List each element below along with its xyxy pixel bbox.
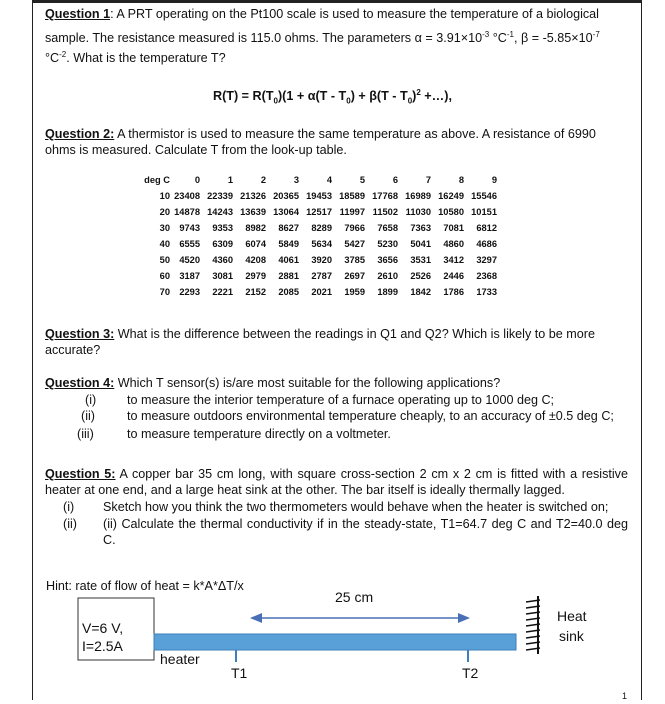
table-cell: 2293 bbox=[179, 287, 200, 297]
heater-label: heater bbox=[160, 651, 200, 667]
q1-beta-unit: °C bbox=[45, 51, 60, 65]
table-cell: 3081 bbox=[212, 271, 233, 281]
q4-item-3-num: (iii) bbox=[77, 427, 94, 441]
question-1 bbox=[45, 6, 628, 66]
table-row-label: 60 bbox=[159, 271, 170, 281]
table-cell: 2446 bbox=[443, 271, 464, 281]
table-cell: 1842 bbox=[410, 287, 431, 297]
table-cell: 3656 bbox=[377, 255, 398, 265]
table-cell: 3412 bbox=[443, 255, 464, 265]
table-row bbox=[138, 252, 497, 268]
question-5 bbox=[45, 466, 628, 548]
q5-item-2 bbox=[63, 516, 628, 548]
heat-sink-label-2: sink bbox=[559, 628, 584, 644]
q3-title: Question 3: bbox=[45, 327, 115, 341]
table-cell: 1786 bbox=[443, 287, 464, 297]
table-row bbox=[138, 220, 497, 236]
q5-text: A copper bar 35 cm long, with square cross-section 2 cm x 2 cm is fitted with a resistive heater at one end, and a large heat sink at the other. The bar itself is ideally thermally lagged. bbox=[45, 467, 628, 497]
current-label: I=2.5A bbox=[82, 638, 123, 654]
table-cell: 2787 bbox=[311, 271, 332, 281]
formula-part-d: ) bbox=[412, 89, 417, 103]
table-cell: 12517 bbox=[306, 207, 332, 217]
table-cell: 6074 bbox=[245, 239, 266, 249]
q1-beta-exponent: -7 bbox=[592, 29, 600, 39]
table-cell: 17768 bbox=[372, 191, 398, 201]
formula-exponent: 2 bbox=[416, 87, 421, 97]
table-cell: 7966 bbox=[344, 223, 365, 233]
q4-heading bbox=[45, 375, 628, 391]
copper-bar bbox=[154, 634, 516, 650]
question-3 bbox=[45, 326, 628, 358]
table-cell: 11030 bbox=[405, 207, 431, 217]
table-row-label: 20 bbox=[159, 207, 170, 217]
table-cell: 10151 bbox=[471, 207, 497, 217]
table-cell: 16249 bbox=[438, 191, 464, 201]
q5-item-2-text: (ii) Calculate the thermal conductivity if in the steady-state, T1=64.7 deg C and T2=40.0 deg C. bbox=[103, 517, 628, 547]
table-cell: 5849 bbox=[278, 239, 299, 249]
q4-item-3 bbox=[77, 426, 628, 442]
q1-beta-unit-exponent: -2 bbox=[59, 49, 67, 59]
q4-item-2-text: to measure outdoors environmental temperature cheaply, to an accuracy of ±0.5 deg C; bbox=[127, 409, 614, 423]
table-cell: 11997 bbox=[339, 207, 365, 217]
q4-item-1 bbox=[85, 392, 628, 408]
table-cell: 1959 bbox=[344, 287, 365, 297]
table-cell: 2221 bbox=[212, 287, 233, 297]
table-cell: 2526 bbox=[410, 271, 431, 281]
q4-item-2-num: (ii) bbox=[81, 409, 95, 423]
table-row-label: deg C bbox=[144, 175, 170, 185]
table-row-label: 50 bbox=[159, 255, 170, 265]
q5-title: Question 5: bbox=[45, 467, 116, 481]
formula-sub-2: 0 bbox=[346, 96, 351, 106]
formula-part-b: )(1 + α(T - T bbox=[277, 89, 347, 103]
table-cell: 7 bbox=[425, 175, 431, 185]
q1-formula bbox=[213, 88, 452, 104]
q4-title: Question 4: bbox=[45, 376, 115, 390]
table-cell: 2881 bbox=[278, 271, 299, 281]
table-cell: 20365 bbox=[273, 191, 299, 201]
table-row-label: 10 bbox=[159, 191, 170, 201]
table-cell: 9353 bbox=[212, 223, 233, 233]
table-cell: 2368 bbox=[476, 271, 497, 281]
q2-title: Question 2: bbox=[45, 127, 115, 141]
q1-line2-text: sample. The resistance measured is 115.0 ohms. The parameters α = 3.91×10 bbox=[45, 31, 483, 45]
q5-intro bbox=[45, 466, 628, 498]
formula-sub-3: 0 bbox=[407, 96, 413, 106]
table-cell: 4061 bbox=[278, 255, 299, 265]
table-cell: 2152 bbox=[245, 287, 266, 297]
q5-item-1-text: Sketch how you think the two thermometers would behave when the heater is switched on; bbox=[103, 500, 609, 514]
length-arrow-right-head bbox=[458, 613, 470, 623]
table-cell: 2085 bbox=[278, 287, 299, 297]
table-cell: 3297 bbox=[476, 255, 497, 265]
table-cell: 3531 bbox=[410, 255, 431, 265]
q1-line-3 bbox=[45, 50, 628, 66]
q5-hint: Hint: rate of flow of heat = k*A*ΔT/x bbox=[46, 579, 244, 593]
table-cell: 9 bbox=[491, 175, 497, 185]
table-cell: 13639 bbox=[240, 207, 266, 217]
table-row bbox=[138, 188, 497, 204]
t1-label: T1 bbox=[231, 665, 248, 681]
table-cell: 7658 bbox=[377, 223, 398, 233]
heat-sink-label-1: Heat bbox=[557, 608, 587, 624]
table-cell: 3920 bbox=[311, 255, 332, 265]
table-cell: 14878 bbox=[174, 207, 200, 217]
q4-text: Which T sensor(s) is/are most suitable for the following applications? bbox=[114, 376, 501, 390]
table-cell: 8289 bbox=[311, 223, 332, 233]
table-cell: 22339 bbox=[207, 191, 233, 201]
q5-item-2-num: (ii) bbox=[63, 517, 77, 531]
table-cell: 7081 bbox=[443, 223, 464, 233]
table-cell: 4 bbox=[326, 175, 332, 185]
table-cell: 8 bbox=[458, 175, 464, 185]
table-cell: 2610 bbox=[377, 271, 398, 281]
table-cell: 16989 bbox=[405, 191, 431, 201]
table-cell: 2021 bbox=[311, 287, 332, 297]
table-row-label: 30 bbox=[159, 223, 170, 233]
t2-label: T2 bbox=[462, 665, 479, 681]
table-cell: 8982 bbox=[245, 223, 266, 233]
table-cell: 13064 bbox=[273, 207, 299, 217]
table-cell: 1 bbox=[227, 175, 233, 185]
page-number: 1 bbox=[622, 691, 628, 701]
table-cell: 3 bbox=[293, 175, 299, 185]
formula-part-e: +…), bbox=[420, 89, 452, 103]
length-arrow-left-head bbox=[250, 613, 262, 623]
table-cell: 5230 bbox=[377, 239, 398, 249]
table-cell: 5041 bbox=[410, 239, 431, 249]
q4-item-1-text: to measure the interior temperature of a furnace operating up to 1000 deg C; bbox=[127, 393, 555, 407]
table-cell: 3187 bbox=[179, 271, 200, 281]
q5-item-1-num: (i) bbox=[63, 500, 75, 514]
table-cell: 8627 bbox=[278, 223, 299, 233]
formula-part-a: R(T) = R(T bbox=[213, 89, 274, 103]
table-cell: 7363 bbox=[410, 223, 431, 233]
table-cell: 2979 bbox=[245, 271, 266, 281]
formula-part-c: ) + β(T - T bbox=[350, 89, 408, 103]
table-row bbox=[138, 236, 497, 252]
q1-alpha-unit: °C bbox=[492, 31, 507, 45]
table-row bbox=[138, 268, 497, 284]
table-row-label: 70 bbox=[159, 287, 170, 297]
voltage-label: V=6 V, bbox=[82, 620, 124, 636]
table-cell: 19453 bbox=[306, 191, 332, 201]
q4-item-2 bbox=[81, 408, 627, 424]
q4-item-3-text: to measure temperature directly on a voltmeter. bbox=[127, 427, 391, 441]
length-label: 25 cm bbox=[335, 589, 374, 605]
table-cell: 4360 bbox=[212, 255, 233, 265]
table-cell: 11502 bbox=[372, 207, 398, 217]
table-cell: 1899 bbox=[377, 287, 398, 297]
table-row bbox=[138, 284, 497, 300]
table-cell: 4860 bbox=[443, 239, 464, 249]
heat-sink-icon bbox=[526, 596, 540, 654]
table-cell: 6 bbox=[392, 175, 398, 185]
table-cell: 15546 bbox=[471, 191, 497, 201]
question-4 bbox=[45, 375, 628, 442]
table-cell: 6555 bbox=[179, 239, 200, 249]
table-cell: 1733 bbox=[476, 287, 497, 297]
q1-title: Question 1 bbox=[45, 7, 111, 21]
q5-item-1 bbox=[63, 499, 628, 515]
q1-beta-text: , β = -5.85×10 bbox=[514, 31, 593, 45]
formula-sub-1: 0 bbox=[273, 96, 278, 106]
table-cell: 6812 bbox=[476, 223, 497, 233]
q1-alpha-unit-exponent: -1 bbox=[506, 29, 514, 39]
table-header-row bbox=[138, 172, 497, 188]
q4-item-1-num: (i) bbox=[85, 393, 97, 407]
table-cell: 6309 bbox=[212, 239, 233, 249]
table-cell: 5427 bbox=[344, 239, 365, 249]
q1-line-2 bbox=[45, 30, 628, 46]
table-cell: 0 bbox=[194, 175, 200, 185]
q1-line-1 bbox=[45, 6, 628, 22]
q1-line1-text: : A PRT operating on the Pt100 scale is used to measure the temperature of a biological bbox=[110, 7, 599, 21]
table-cell: 10580 bbox=[438, 207, 464, 217]
table-cell: 3785 bbox=[344, 255, 365, 265]
table-cell: 18589 bbox=[339, 191, 365, 201]
table-cell: 14243 bbox=[207, 207, 233, 217]
table-cell: 21326 bbox=[240, 191, 266, 201]
table-cell: 4686 bbox=[476, 239, 497, 249]
table-row bbox=[138, 204, 497, 220]
q3-text: What is the difference between the readings in Q1 and Q2? Which is likely to be more accurate? bbox=[45, 327, 595, 357]
table-cell: 2697 bbox=[344, 271, 365, 281]
table-cell: 9743 bbox=[179, 223, 200, 233]
question-2 bbox=[45, 126, 628, 158]
table-row-label: 40 bbox=[159, 239, 170, 249]
q2-text: A thermistor is used to measure the same temperature as above. A resistance of 6990 ohms is measured. Calculate T from the look-up table. bbox=[45, 127, 596, 157]
q1-question-text: . What is the temperature T? bbox=[66, 51, 226, 65]
thermistor-lookup-table bbox=[138, 172, 497, 300]
table-cell: 2 bbox=[260, 175, 266, 185]
q1-alpha-exponent: -3 bbox=[482, 29, 490, 39]
table-cell: 5634 bbox=[311, 239, 332, 249]
table-cell: 4520 bbox=[179, 255, 200, 265]
table-cell: 23408 bbox=[174, 191, 200, 201]
table-cell: 4208 bbox=[245, 255, 266, 265]
table-cell: 5 bbox=[359, 175, 365, 185]
